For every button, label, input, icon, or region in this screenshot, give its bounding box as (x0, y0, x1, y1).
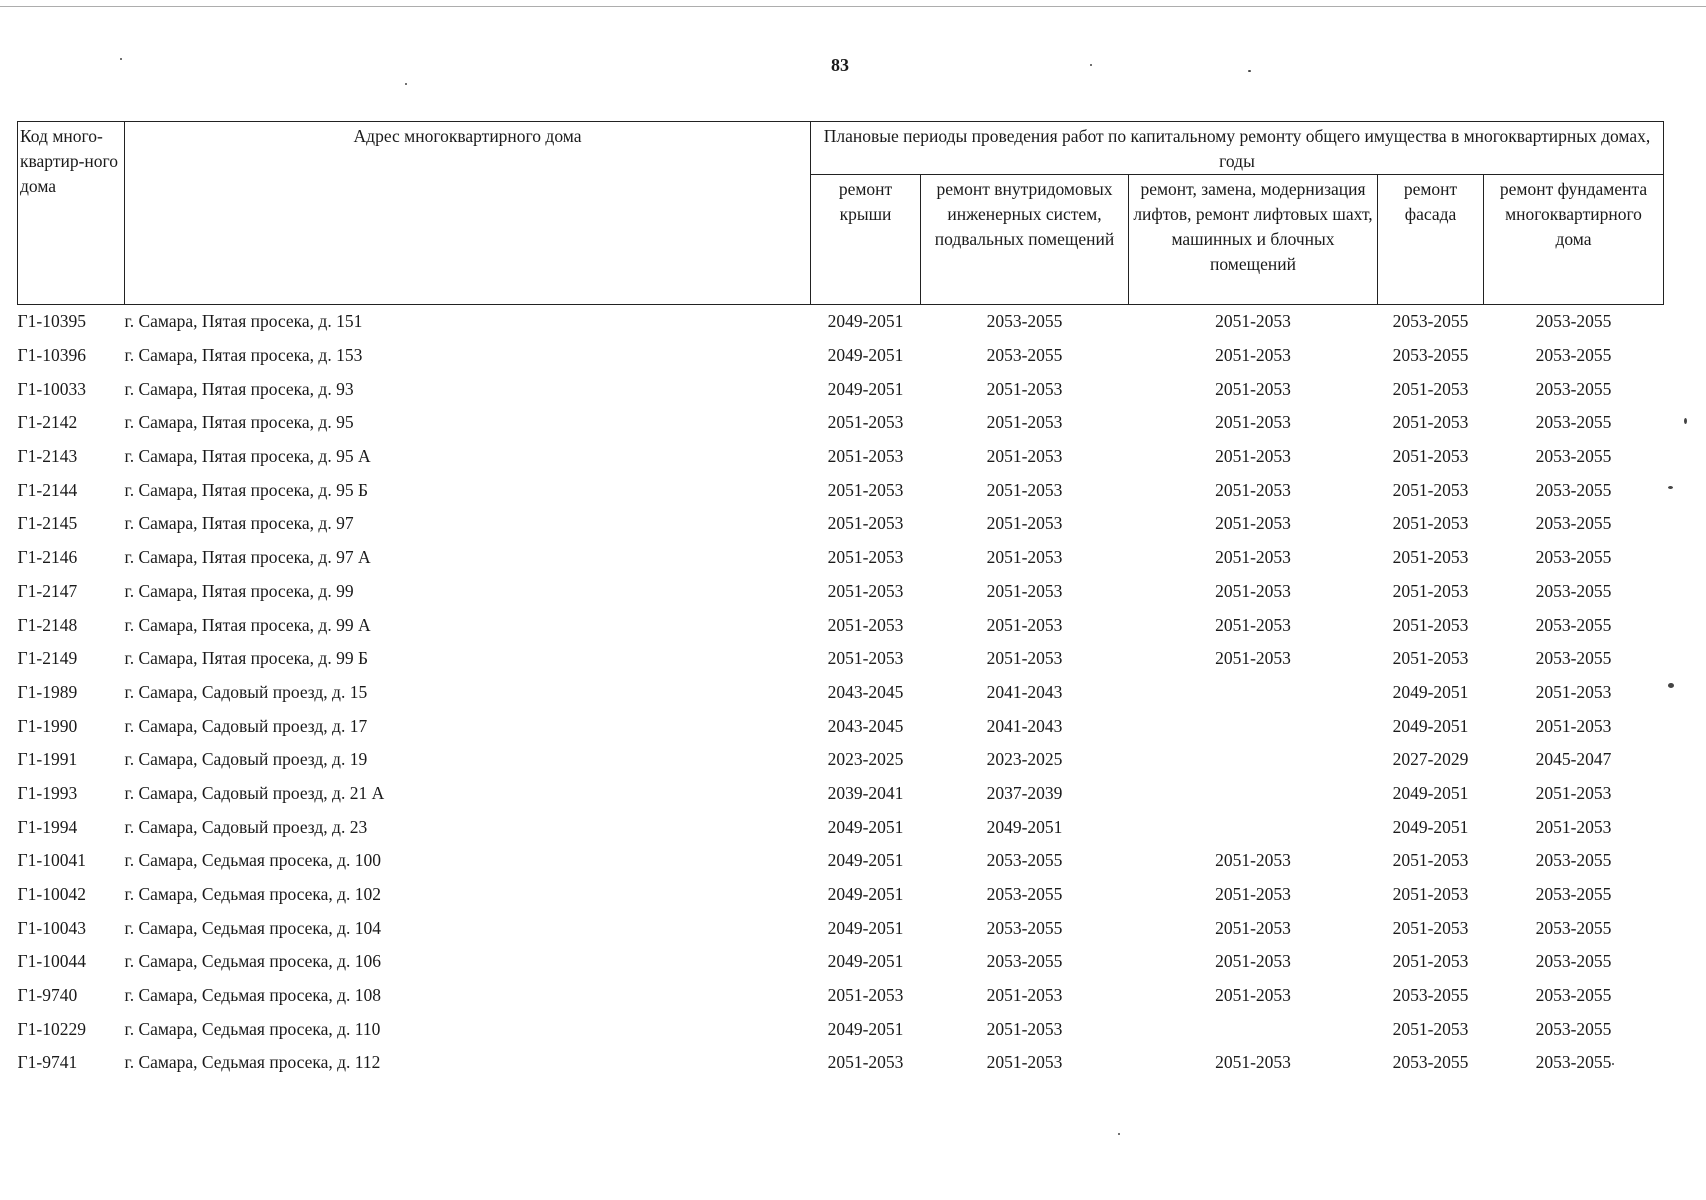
cell-elevators: 2051-2053 (1215, 614, 1291, 635)
cell-engineering: 2051-2053 (986, 412, 1063, 433)
table-row (18, 1012, 1664, 1046)
cell-engineering: 2053-2055 (986, 917, 1063, 938)
cell-code: Г1-2145 (17, 513, 78, 534)
cell-code: Г1-1993 (17, 782, 78, 803)
cell-address: г. Самара, Пятая просека, д. 99 Б (124, 648, 369, 669)
cell-roof: 2049-2051 (827, 1018, 904, 1039)
cell-code: Г1-2146 (17, 547, 78, 568)
table-row (18, 676, 1664, 710)
cell-roof: 2049-2051 (827, 816, 904, 837)
cell-foundation: 2053-2055 (1535, 917, 1612, 938)
cell-roof: 2051-2053 (827, 513, 904, 534)
cell-facade: 2051-2053 (1392, 378, 1469, 399)
cell-code: Г1-2144 (17, 479, 78, 500)
cell-engineering: 2049-2051 (986, 816, 1063, 837)
cell-code: Г1-1989 (17, 681, 78, 702)
cell-address: г. Самара, Седьмая просека, д. 100 (124, 850, 382, 871)
cell-foundation: 2045-2047 (1535, 749, 1612, 770)
cell-roof: 2051-2053 (827, 547, 904, 568)
cell-foundation: 2053-2055 (1535, 884, 1612, 905)
cell-engineering: 2051-2053 (986, 648, 1063, 669)
cell-engineering: 2051-2053 (986, 547, 1063, 568)
cell-code: Г1-10396 (17, 345, 86, 366)
scan-speck (1668, 486, 1673, 489)
header-code: Код много-квартир-ного дома (18, 122, 125, 305)
cell-foundation: 2051-2053 (1535, 816, 1612, 837)
cell-facade: 2053-2055 (1392, 985, 1469, 1006)
cell-elevators (1129, 709, 1378, 743)
cell-address: г. Самара, Седьмая просека, д. 104 (124, 917, 382, 938)
cell-roof: 2049-2051 (827, 311, 904, 332)
cell-foundation: 2053-2055 (1535, 985, 1612, 1006)
table-row (18, 777, 1664, 811)
cell-foundation: 2053-2055 (1535, 951, 1612, 972)
cell-facade: 2051-2053 (1392, 580, 1469, 601)
cell-code: Г1-10229 (17, 1018, 86, 1039)
cell-engineering: 2051-2053 (986, 614, 1063, 635)
scan-speck (1668, 683, 1674, 688)
cell-foundation: 2053-2055 (1535, 446, 1612, 467)
cell-foundation: 2051-2053 (1535, 782, 1612, 803)
cell-address: г. Самара, Пятая просека, д. 95 А (124, 446, 371, 467)
table-row (18, 575, 1664, 609)
table-row (18, 372, 1664, 406)
cell-elevators: 2051-2053 (1215, 547, 1291, 568)
cell-engineering: 2051-2053 (986, 479, 1063, 500)
cell-foundation: 2053-2055 (1535, 311, 1612, 332)
table-row (18, 541, 1664, 575)
cell-facade: 2051-2053 (1392, 951, 1469, 972)
cell-elevators: 2051-2053 (1215, 850, 1291, 871)
cell-foundation: 2053-2055 (1535, 412, 1612, 433)
cell-engineering: 2053-2055 (986, 345, 1063, 366)
cell-elevators: 2051-2053 (1215, 951, 1291, 972)
cell-code: Г1-10041 (17, 850, 86, 871)
cell-foundation: 2053-2055 (1535, 547, 1612, 568)
cell-roof: 2049-2051 (827, 850, 904, 871)
cell-roof: 2049-2051 (827, 917, 904, 938)
cell-facade: 2053-2055 (1392, 1052, 1469, 1073)
header-periods-group: Плановые периоды проведения работ по капитальному ремонту общего имущества в многоквартирных домах, годы (811, 122, 1664, 175)
table-row (18, 608, 1664, 642)
cell-address: г. Самара, Пятая просека, д. 93 (124, 378, 354, 399)
cell-address: г. Самара, Садовый проезд, д. 19 (124, 749, 368, 770)
cell-foundation: 2051-2053 (1535, 681, 1612, 702)
cell-engineering: 2041-2043 (986, 715, 1063, 736)
cell-address: г. Самара, Седьмая просека, д. 102 (124, 884, 382, 905)
table-row (18, 979, 1664, 1013)
cell-address: г. Самара, Седьмая просека, д. 108 (124, 985, 382, 1006)
cell-code: Г1-2143 (17, 446, 78, 467)
table-row (18, 810, 1664, 844)
cell-roof: 2049-2051 (827, 884, 904, 905)
cell-address: г. Самара, Седьмая просека, д. 112 (124, 1052, 381, 1073)
cell-elevators (1129, 676, 1378, 710)
cell-facade: 2051-2053 (1392, 850, 1469, 871)
cell-roof: 2043-2045 (827, 715, 904, 736)
scan-speck (1684, 418, 1687, 424)
cell-code: Г1-2142 (17, 412, 78, 433)
cell-address: г. Самара, Пятая просека, д. 151 (124, 311, 363, 332)
cell-roof: 2023-2025 (827, 749, 904, 770)
cell-engineering: 2053-2055 (986, 311, 1063, 332)
cell-code: Г1-1991 (17, 749, 78, 770)
header-address: Адрес многоквартирного дома (125, 122, 811, 305)
cell-elevators: 2051-2053 (1215, 580, 1291, 601)
cell-engineering: 2053-2055 (986, 850, 1063, 871)
cell-foundation: 2053-2055 (1535, 850, 1612, 871)
cell-address: г. Самара, Пятая просека, д. 97 А (124, 547, 371, 568)
cell-address: г. Самара, Пятая просека, д. 97 (124, 513, 354, 534)
cell-elevators: 2051-2053 (1215, 311, 1291, 332)
table-row (18, 1046, 1664, 1080)
cell-code: Г1-2149 (17, 648, 78, 669)
cell-code: Г1-10043 (17, 917, 86, 938)
cell-engineering: 2037-2039 (986, 782, 1063, 803)
scan-speck (405, 83, 407, 85)
cell-foundation: 2051-2053 (1535, 715, 1612, 736)
cell-address: г. Самара, Садовый проезд, д. 21 А (124, 782, 385, 803)
table-row (18, 339, 1664, 373)
table-row (18, 878, 1664, 912)
header-engineering: ремонт внутридомовых инженерных систем, подвальных помещений (921, 175, 1129, 305)
cell-facade: 2049-2051 (1392, 782, 1469, 803)
cell-facade: 2051-2053 (1392, 614, 1469, 635)
cell-roof: 2049-2051 (827, 951, 904, 972)
cell-roof: 2051-2053 (827, 985, 904, 1006)
cell-elevators: 2051-2053 (1215, 345, 1291, 366)
cell-address: г. Самара, Пятая просека, д. 99 (124, 580, 354, 601)
table-header (18, 122, 1664, 305)
cell-code: Г1-9741 (17, 1052, 78, 1073)
cell-code: Г1-10044 (17, 951, 86, 972)
cell-address: г. Самара, Пятая просека, д. 153 (124, 345, 363, 366)
cell-elevators (1129, 1012, 1378, 1046)
table-row (18, 844, 1664, 878)
header-foundation: ремонт фундамента многоквартирного дома (1484, 175, 1664, 305)
cell-facade: 2051-2053 (1392, 412, 1469, 433)
cell-roof: 2051-2053 (827, 412, 904, 433)
cell-elevators: 2051-2053 (1215, 884, 1291, 905)
cell-engineering: 2053-2055 (986, 884, 1063, 905)
cell-roof: 2051-2053 (827, 614, 904, 635)
cell-elevators: 2051-2053 (1215, 479, 1291, 500)
cell-roof: 2043-2045 (827, 681, 904, 702)
header-elevators: ремонт, замена, модернизация лифтов, ремонт лифтовых шахт, машинных и блочных помещений (1129, 175, 1378, 305)
cell-facade: 2051-2053 (1392, 648, 1469, 669)
cell-facade: 2051-2053 (1392, 547, 1469, 568)
cell-facade: 2051-2053 (1392, 513, 1469, 534)
cell-foundation: 2053-2055 (1535, 1052, 1612, 1073)
cell-code: Г1-9740 (17, 985, 78, 1006)
capital-repair-schedule-table (17, 121, 1664, 1080)
cell-address: г. Самара, Пятая просека, д. 95 Б (124, 479, 369, 500)
cell-elevators (1129, 743, 1378, 777)
table-row (18, 406, 1664, 440)
cell-facade: 2051-2053 (1392, 884, 1469, 905)
cell-elevators: 2051-2053 (1215, 446, 1291, 467)
cell-code: Г1-2147 (17, 580, 78, 601)
cell-facade: 2049-2051 (1392, 816, 1469, 837)
table-row (18, 743, 1664, 777)
cell-elevators: 2051-2053 (1215, 1052, 1291, 1073)
cell-facade: 2049-2051 (1392, 715, 1469, 736)
cell-code: Г1-10395 (17, 311, 86, 332)
table-row (18, 440, 1664, 474)
header-facade: ремонт фасада (1378, 175, 1484, 305)
cell-elevators (1129, 777, 1378, 811)
table-row (18, 473, 1664, 507)
cell-engineering: 2041-2043 (986, 681, 1063, 702)
cell-roof: 2051-2053 (827, 648, 904, 669)
cell-facade: 2053-2055 (1392, 311, 1469, 332)
cell-roof: 2051-2053 (827, 1052, 904, 1073)
cell-elevators (1129, 810, 1378, 844)
cell-foundation: 2053-2055 (1535, 1018, 1612, 1039)
cell-address: г. Самара, Седьмая просека, д. 106 (124, 951, 382, 972)
cell-foundation: 2053-2055 (1535, 513, 1612, 534)
cell-roof: 2051-2053 (827, 446, 904, 467)
cell-code: Г1-1990 (17, 715, 78, 736)
cell-engineering: 2051-2053 (986, 580, 1063, 601)
cell-elevators: 2051-2053 (1215, 378, 1291, 399)
table-row (18, 642, 1664, 676)
table-row (18, 507, 1664, 541)
cell-engineering: 2051-2053 (986, 1018, 1063, 1039)
cell-code: Г1-2148 (17, 614, 78, 635)
cell-roof: 2051-2053 (827, 580, 904, 601)
cell-foundation: 2053-2055 (1535, 479, 1612, 500)
cell-engineering: 2053-2055 (986, 951, 1063, 972)
cell-foundation: 2053-2055 (1535, 378, 1612, 399)
cell-foundation: 2053-2055 (1535, 345, 1612, 366)
cell-address: г. Самара, Пятая просека, д. 99 А (124, 614, 371, 635)
scan-speck (1118, 1133, 1120, 1135)
cell-elevators: 2051-2053 (1215, 985, 1291, 1006)
cell-roof: 2049-2051 (827, 345, 904, 366)
cell-facade: 2051-2053 (1392, 446, 1469, 467)
table-row (18, 911, 1664, 945)
header-roof: ремонт крыши (811, 175, 921, 305)
cell-facade: 2053-2055 (1392, 345, 1469, 366)
cell-facade: 2027-2029 (1392, 749, 1469, 770)
cell-elevators: 2051-2053 (1215, 513, 1291, 534)
cell-elevators: 2051-2053 (1215, 648, 1291, 669)
cell-address: г. Самара, Садовый проезд, д. 23 (124, 816, 368, 837)
cell-foundation: 2053-2055 (1535, 648, 1612, 669)
cell-engineering: 2051-2053 (986, 1052, 1063, 1073)
cell-elevators: 2051-2053 (1215, 412, 1291, 433)
cell-engineering: 2023-2025 (986, 749, 1063, 770)
cell-facade: 2051-2053 (1392, 1018, 1469, 1039)
cell-code: Г1-1994 (17, 816, 78, 837)
cell-roof: 2049-2051 (827, 378, 904, 399)
cell-address: г. Самара, Пятая просека, д. 95 (124, 412, 354, 433)
cell-engineering: 2051-2053 (986, 378, 1063, 399)
cell-foundation: 2053-2055 (1535, 580, 1612, 601)
cell-facade: 2049-2051 (1392, 681, 1469, 702)
table-row (18, 305, 1664, 339)
cell-facade: 2051-2053 (1392, 917, 1469, 938)
table-row (18, 709, 1664, 743)
cell-address: г. Самара, Садовый проезд, д. 15 (124, 681, 368, 702)
page-number: 83 (831, 55, 849, 75)
scan-edge-line (0, 6, 1706, 7)
cell-engineering: 2051-2053 (986, 513, 1063, 534)
cell-engineering: 2051-2053 (986, 446, 1063, 467)
cell-roof: 2039-2041 (827, 782, 904, 803)
cell-code: Г1-10042 (17, 884, 86, 905)
cell-address: г. Самара, Седьмая просека, д. 110 (124, 1018, 381, 1039)
cell-foundation: 2053-2055 (1535, 614, 1612, 635)
cell-elevators: 2051-2053 (1215, 917, 1291, 938)
cell-code: Г1-10033 (17, 378, 86, 399)
table-row (18, 945, 1664, 979)
cell-roof: 2051-2053 (827, 479, 904, 500)
table-body (18, 305, 1664, 1080)
cell-facade: 2051-2053 (1392, 479, 1469, 500)
cell-address: г. Самара, Садовый проезд, д. 17 (124, 715, 368, 736)
cell-engineering: 2051-2053 (986, 985, 1063, 1006)
